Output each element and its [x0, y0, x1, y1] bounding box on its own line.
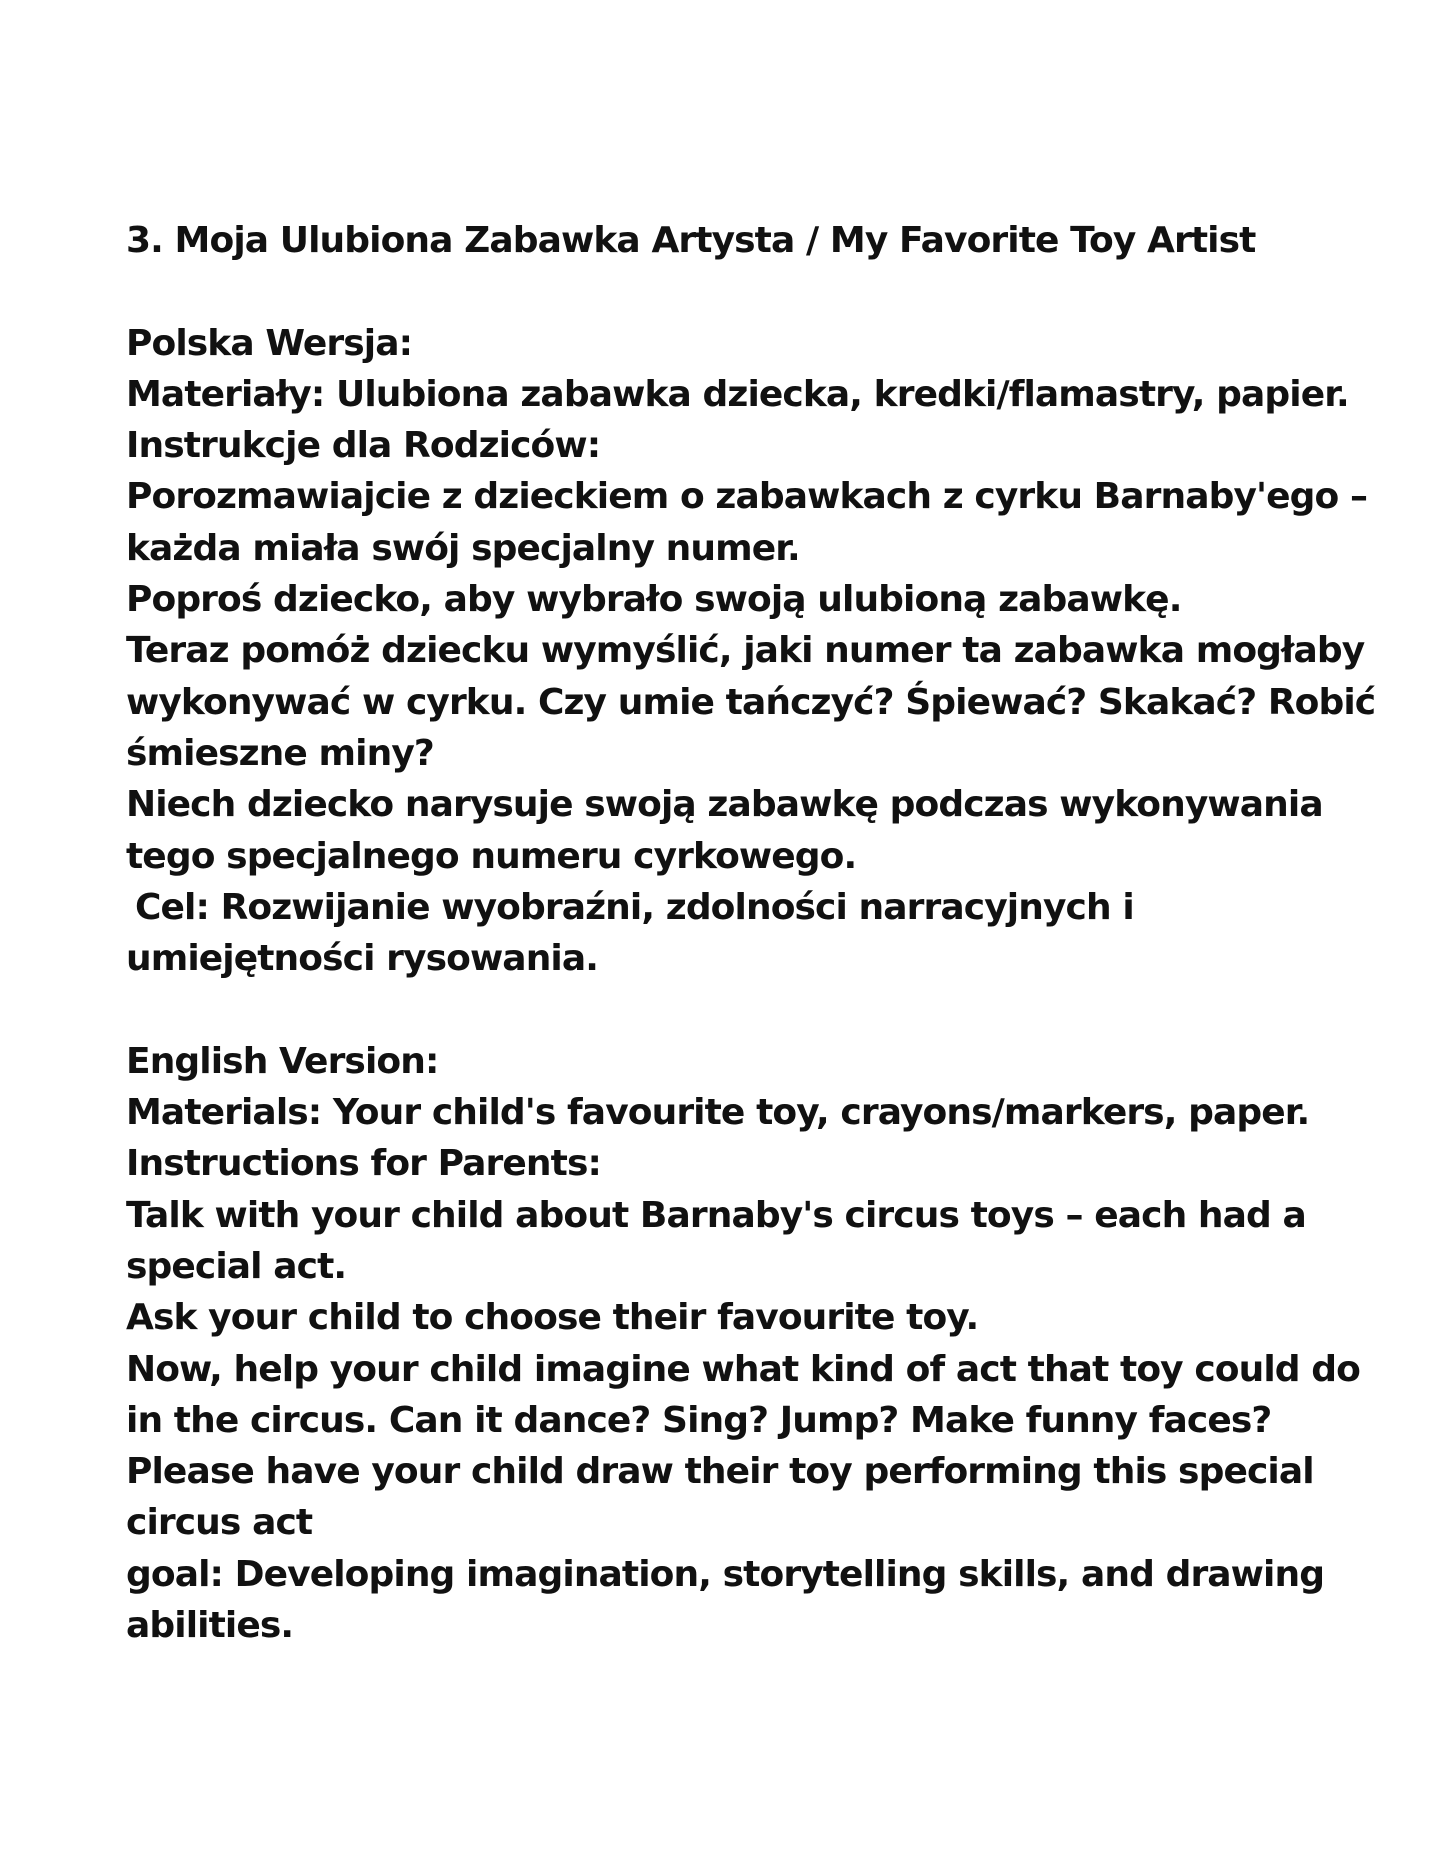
english-step-1-line-2: special act.	[126, 1245, 347, 1287]
polish-step-4-line-1: Niech dziecko narysuje swoją zabawkę podczas wykonywania	[126, 784, 1323, 826]
polish-goal-line-2: umiejętności rysowania.	[126, 938, 599, 980]
english-step-1-line-1: Talk with your child about Barnaby's circus toys – each had a	[126, 1194, 1306, 1236]
polish-step-3-line-1: Teraz pomóż dziecku wymyślić, jaki numer ta zabawka mogłaby	[126, 630, 1365, 672]
polish-heading: Polska Wersja:	[126, 322, 413, 364]
english-materials: Materials: Your child's favourite toy, crayons/markers, paper.	[126, 1092, 1310, 1134]
english-step-2: Ask your child to choose their favourite toy.	[126, 1297, 979, 1339]
polish-goal-line-1: Cel: Rozwijanie wyobraźni, zdolności narracyjnych i	[135, 886, 1134, 928]
english-instructions-heading: Instructions for Parents:	[126, 1143, 601, 1185]
english-goal-line-1: goal: Developing imagination, storytelling skills, and drawing	[126, 1553, 1325, 1595]
polish-instructions-heading: Instrukcje dla Rodziców:	[126, 425, 601, 467]
polish-step-2: Poproś dziecko, aby wybrało swoją ulubioną zabawkę.	[126, 579, 1182, 621]
polish-step-1-line-1: Porozmawiajcie z dzieckiem o zabawkach z cyrku Barnaby'ego –	[126, 476, 1368, 518]
document-title: 3. Moja Ulubiona Zabawka Artysta / My Favorite Toy Artist	[126, 220, 1256, 261]
english-step-4-line-2: circus act	[126, 1502, 313, 1544]
polish-step-3-line-3: śmieszne miny?	[126, 732, 434, 774]
polish-materials: Materiały: Ulubiona zabawka dziecka, kredki/flamastry, papier.	[126, 373, 1349, 415]
english-step-3-line-1: Now, help your child imagine what kind of act that toy could do	[126, 1348, 1361, 1390]
blank-line	[126, 266, 1326, 317]
english-goal-line-2: abilities.	[126, 1605, 294, 1647]
english-heading: English Version:	[126, 1040, 439, 1082]
english-step-3-line-2: in the circus. Can it dance? Sing? Jump? Make funny faces?	[126, 1399, 1272, 1441]
english-step-4-line-1: Please have your child draw their toy performing this special	[126, 1451, 1314, 1493]
polish-step-3-line-2: wykonywać w cyrku. Czy umie tańczyć? Śpiewać? Skakać? Robić	[126, 681, 1376, 723]
polish-step-4-line-2: tego specjalnego numeru cyrkowego.	[126, 835, 857, 877]
document-body	[126, 215, 1376, 1651]
blank-line	[126, 984, 1326, 1035]
polish-step-1-line-2: każda miała swój specjalny numer.	[126, 527, 800, 569]
